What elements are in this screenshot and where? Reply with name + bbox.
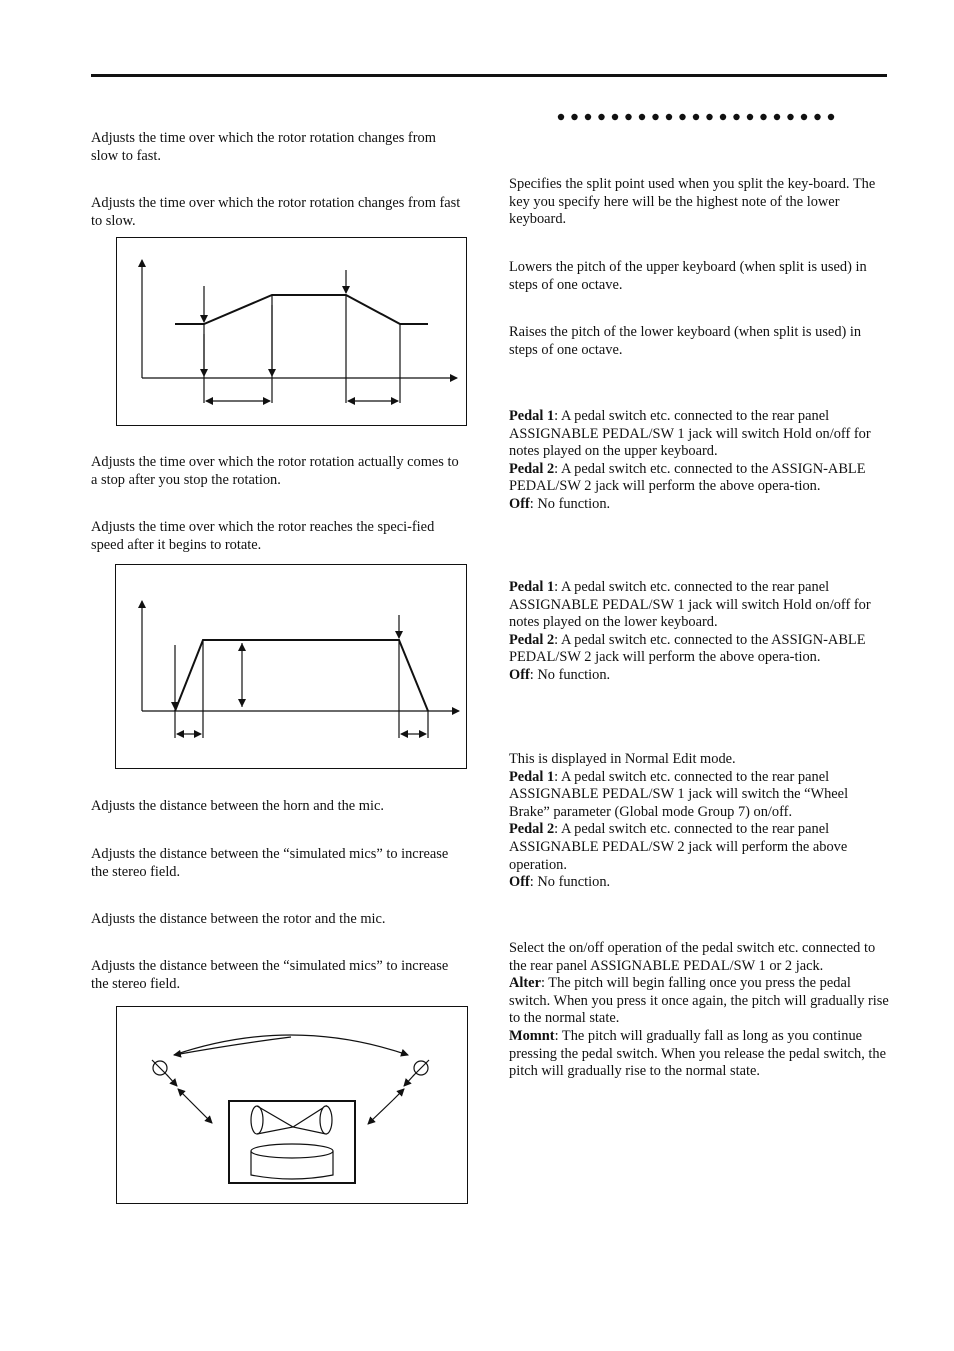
wheel-brake-options: [509, 751, 889, 892]
section-dots-divider: [556, 110, 841, 124]
option-pedal1: Pedal 1: A pedal switch etc. connected to the rear panel ASSIGNABLE PEDAL/SW 1 jack will switch the “Wheel Brake” parameter (Global mode Group 7) on/off.: [509, 768, 849, 820]
option-label: Pedal 2: [509, 631, 555, 648]
rotor-stop-description: Adjusts the time over which the rotor rotation actually comes to a stop after you stop the rotation.: [91, 454, 459, 488]
horn-mic-distance-description: Adjusts the distance between the horn and the mic.: [91, 798, 384, 814]
option-label: Off: [509, 874, 530, 891]
option-off: Off: No function.: [509, 666, 611, 683]
option-label: Momnt: [509, 1027, 555, 1044]
acceleration-description: Adjusts the time over which the rotor rotation changes from slow to fast.: [91, 130, 436, 164]
header-rule: [91, 74, 887, 77]
option-alter: Alter: The pitch will begin falling once you press the pedal switch. When you press it once again, the pitch will gradually rise to the normal state.: [509, 975, 889, 1027]
option-label: Off: [509, 495, 530, 512]
option-pedal2: Pedal 2: A pedal switch etc. connected to the ASSIGN-ABLE PEDAL/SW 2 jack will perform the above opera-tion.: [509, 631, 866, 666]
option-off: Off: No function.: [509, 495, 611, 512]
option-label: Pedal 1: [509, 408, 555, 424]
rotor-start-stop-diagram: [115, 564, 467, 769]
option-pedal2: Pedal 2: A pedal switch etc. connected to the ASSIGN-ABLE PEDAL/SW 2 jack will perform the above opera-tion.: [509, 460, 866, 495]
option-pedal1: Pedal 1: A pedal switch etc. connected to the rear panel ASSIGNABLE PEDAL/SW 1 jack will switch Hold on/off for notes played on the lower keyboard.: [509, 579, 871, 631]
split-point-description: Specifies the split point used when you split the key-board. The key you specify here will be the highest note of the lower keyboard.: [509, 176, 876, 228]
lower-hold-options: [509, 579, 889, 685]
option-label: Pedal 2: [509, 821, 555, 838]
option-pedal1: Pedal 1: A pedal switch etc. connected to the rear panel ASSIGNABLE PEDAL/SW 1 jack will switch Hold on/off for notes played on the upper keyboard.: [509, 408, 871, 460]
lower-octave-description: Raises the pitch of the lower keyboard (when split is used) in steps of one octave.: [509, 324, 862, 358]
speed-change-diagram: [116, 237, 467, 426]
wheel-brake-intro: This is displayed in Normal Edit mode.: [509, 751, 736, 767]
option-label: Pedal 1: [509, 768, 555, 785]
rotor-mic-spread-description: Adjusts the distance between the “simulated mics” to increase the stereo field.: [91, 958, 449, 992]
pedal-mode-intro: Select the on/off operation of the pedal switch etc. connected to the rear panel ASSIGNABLE PEDAL/SW 1 or 2 jack.: [509, 940, 876, 974]
option-label: Off: [509, 666, 530, 683]
option-label: Alter: [509, 975, 541, 992]
upper-hold-options: [509, 408, 889, 514]
option-off: Off: No function.: [509, 874, 611, 891]
deceleration-description: Adjusts the time over which the rotor rotation changes from fast to slow.: [91, 195, 461, 229]
option-label: Pedal 2: [509, 460, 555, 477]
option-pedal2: Pedal 2: A pedal switch etc. connected to the rear panel ASSIGNABLE PEDAL/SW 2 jack will perform the above operation.: [509, 821, 848, 873]
rotor-start-description: Adjusts the time over which the rotor reaches the speci-fied speed after it begins to rotate.: [91, 519, 435, 553]
option-label: Pedal 1: [509, 579, 555, 595]
option-momnt: Momnt: The pitch will gradually fall as long as you continue pressing the pedal switch. When you release the pedal switch, the pitch will gradually rise to the normal state.: [509, 1027, 886, 1080]
upper-octave-description: Lowers the pitch of the upper keyboard (when split is used) in steps of one octave.: [509, 259, 867, 293]
horn-mic-spread-description: Adjusts the distance between the “simulated mics” to increase the stereo field.: [91, 846, 449, 880]
pedal-mode-options: [509, 940, 889, 1081]
rotor-mic-distance-description: Adjusts the distance between the rotor and the mic.: [91, 911, 386, 927]
mic-placement-diagram: [116, 1006, 468, 1204]
